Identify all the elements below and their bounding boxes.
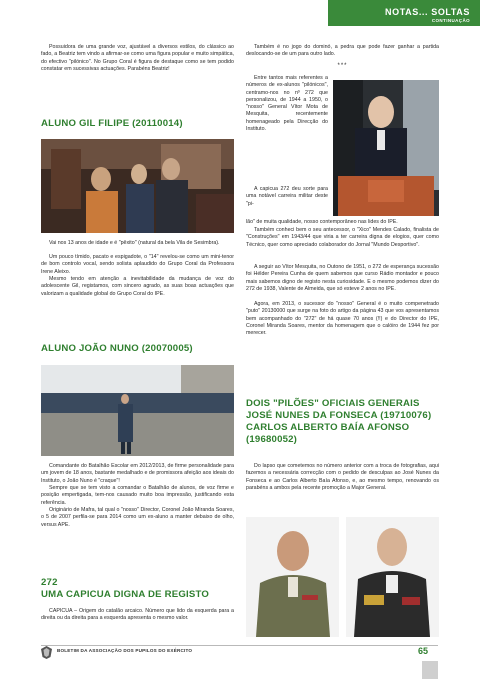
- gil-paragraph-1: Vai nos 13 anos de idade e é "pêxito" (natural da bela Vila de Sesimbra).: [49, 240, 220, 246]
- generals-paragraph: Do lapso que cometemos no número anterior com a troca de fotografias, aqui fazemos a necessária correcção com o pedido de desculpas ao José Nunes da Fonseca e ao Carlos Alberto Baía Afonso, e, ao mesmo tempo, renovando os parabéns a ambos pela recente promoção a Major General.: [246, 463, 439, 491]
- photo-general-fonseca: [246, 517, 339, 637]
- photo-general-mesquita: [333, 80, 439, 216]
- mesquita-paragraph-1: Entre tantos mais referentes a números de ex-alunos "pilónicos", centramo-nos no nº 272 que personalizou, de 1944 a 1950, o "nosso" General Vítor Mota de Mesquita, recentemente homenageado pela Direcção do Instituto.: [246, 75, 328, 133]
- page-number: 65: [418, 646, 429, 656]
- footer-publication-name: BOLETIM DA ASSOCIAÇÃO DOS PUPILOS DO EXÉRCITO: [57, 648, 193, 653]
- gil-paragraph-3: Mesmo tendo em atenção a inevitabilidade da mudança de voz do adolescente Gil, registamos, com sincero agrado, as suas boas actuações que valorizam a qualidade global do Grupo Coral do IPE.: [41, 276, 234, 297]
- capicua-paragraph: CAPICUA – Origem do catalão arcaico. Número que lido da esquerda para a direita ou da direita para a esquerda apresenta o mesmo valor.: [41, 608, 234, 622]
- heading-baia-afonso-number: (19680052): [246, 434, 298, 445]
- domino-paragraph: Também é no jogo do dominó, a pedra que pode fazer ganhar a partida deslocando-se de um para outro lado.: [246, 44, 439, 58]
- gil-paragraph-2: Um pouco tímido, pacato e espigadote, o "14" revelou-se como um mini-tenor de bom controlo vocal, sendo solista aplaudido do Grupo Coral da Professora Irene Aleixo.: [41, 254, 234, 275]
- photo-general-afonso: [346, 517, 439, 637]
- intro-paragraph: Possuidora de uma grande voz, ajustável a diversos estilos, do clássico ao fado, a Beatriz tem vindo a afirmar-se como uma figura popular e muito simpática, do efectivo "pilónico". No Grupo Coral é figura de destaque como se tem podido constatar em sucessivas actuações. Parabéns Beatriz!: [41, 44, 234, 72]
- heading-baia-afonso: CARLOS ALBERTO BAÍA AFONSO: [246, 422, 410, 433]
- mesquita-paragraph-2: A capicua 272 deu sorte para uma notável carreira militar deste "pi-: [246, 186, 328, 207]
- mesquita-paragraph-3: lão" de muita qualidade, nosso contemporâneo nas lides do IPE.: [246, 219, 398, 225]
- section-banner: [328, 0, 480, 26]
- heading-joao-nuno: ALUNO JOÃO NUNO (20070005): [41, 343, 193, 354]
- calado-paragraph: Também conheci bem o seu antecessor, o "Xico" Mendes Calado, finalista de "Construções" em 1943/44 que viria a ter carreira digna de elogios, quer como Técnico, quer como apreciado colaborador do Jornal "Mundo Desportivo".: [246, 227, 439, 248]
- banner-title: NOTAS... SOLTAS: [385, 7, 470, 17]
- heading-nunes-fonseca: JOSÉ NUNES DA FONSECA (19710076): [246, 410, 432, 421]
- photo-gil-filipe: [41, 139, 234, 233]
- photo-joao-nuno: [41, 365, 234, 456]
- joao-paragraph-3: Originário de Mafra, tal qual o "nosso" Director, Coronel João Miranda Soares, o 5 de 2007 perfila-se para 2014 como um ex-aluno a manter debaixo de olho, versus APE.: [41, 507, 234, 528]
- heading-dois-piloes: DOIS "PILÕES" OFICIAIS GENERAIS: [246, 398, 420, 409]
- cunha-paragraph: A seguir ao Vítor Mesquita, no Outono de 1951, o 272 de esperança sucessão foi Hélder Pereira Cunha de quem sabemos que curso Rádio montador e pouco mais sabemos digno de registo nesta curiosidade. E o mesmo podemos dizer do 272 de 1938, Valente de Almeida, que só esteve 2 anos no IPE.: [246, 264, 439, 292]
- banner-subtitle: CONTINUAÇÃO: [431, 18, 470, 23]
- section-separator: ***: [337, 63, 348, 69]
- heading-capicua: UMA CAPICUA DIGNA DE REGISTO: [41, 589, 209, 600]
- page-tab-marker: [422, 661, 438, 679]
- successor-paragraph: Agora, em 2013, o sucessor do "nosso" General é o muito compenetrado "puto" 20130000 que surge na foto do artigo da página 43 que vos apresentamos bem acompanhado do "272" de há quase 70 anos (!!) e do Director do IPE, Coronel Miranda Soares, mentor da homenagem que o calóiro de 1944 fez por merecer.: [246, 301, 439, 337]
- joao-paragraph-2: Sempre que se tem visto a comandar o Batalhão de alunos, de voz firme e posição empertigada, tem-nos causado muito boa impressão, justificando esta referência.: [41, 485, 234, 506]
- heading-gil-filipe: ALUNO GIL FILIPE (20110014): [41, 118, 183, 129]
- joao-paragraph-1: Comandante do Batalhão Escolar em 2012/2013, de firme personalidade para um jovem de 18 anos, bastante medalhado e de promissora afeição aos ideais do Instituto, o João Nuno é "craque"!: [41, 463, 234, 484]
- heading-272-number: 272: [41, 577, 58, 588]
- association-logo-icon: [41, 646, 52, 659]
- footer-divider: [41, 645, 438, 646]
